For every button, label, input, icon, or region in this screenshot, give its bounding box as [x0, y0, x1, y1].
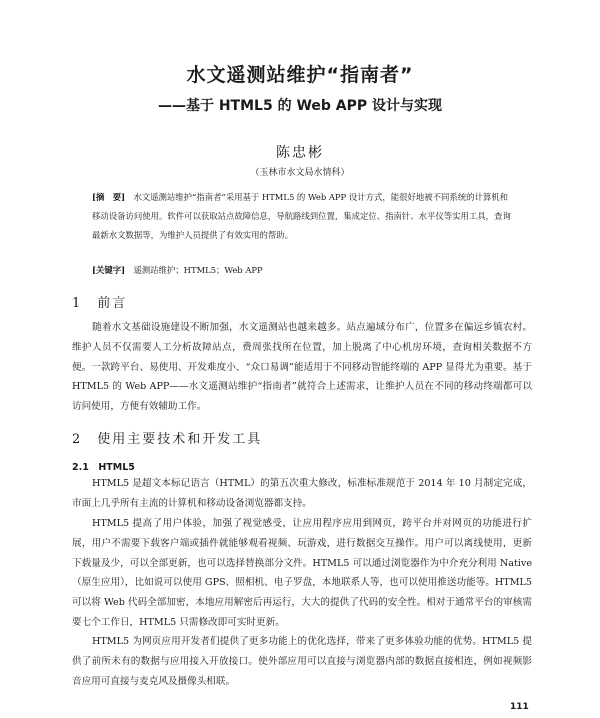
paper-subtitle: ——基于 HTML5 的 Web APP 设计与实现 — [157, 98, 443, 114]
html5-paragraph-1 — [72, 474, 532, 514]
author-name: 陈忠彬 — [276, 145, 324, 161]
section-heading-tech: 2 使用主要技术和开发工具 — [72, 432, 263, 447]
abstract-block — [92, 188, 512, 245]
keywords-label: [关键字] — [92, 265, 126, 275]
intro-text: 随着水文基础设施建设不断加强，水文遥测站也越来越多。站点遍域分布广，位置多在偏远乡镇农村。维护人员不仅需要人工分析故障站点，费周张找所在位置，加上脱离了中心机房环境，查询相关数据不方便。一款跨平台、易使用、开发难度小、“众口易调”能适用于不同移动智能终端的 APP 显得尤为重要。基于 HTML5 的 Web APP——水文遥测站维护“指南者”就符合上述需求，让维护人员在不同的移动终端都可以访问使用，方便有效辅助工作。 — [72, 322, 532, 413]
section-heading-intro: 1 前言 — [72, 296, 128, 311]
page-number: 111 — [510, 702, 529, 712]
keywords-block — [92, 264, 512, 276]
subsection-heading-html5: 2.1 HTML5 — [72, 462, 135, 473]
html5-text-1: HTML5 是超文本标记语言（HTML）的第五次重大修改，标准标准规范于 2014 年 10 月制定完成，市面上几乎所有主流的计算机和移动设备浏览器都支持。 — [72, 478, 532, 509]
abstract-paragraph — [92, 188, 512, 245]
html5-paragraph-2 — [72, 514, 532, 633]
paper-title: 水文遥测站维护“指南者” — [186, 64, 414, 86]
intro-paragraph — [72, 318, 532, 417]
keywords-text: 遥测站维护；HTML5；Web APP — [133, 265, 263, 275]
html5-text-2: HTML5 提高了用户体验，加强了视觉感受，让应用程序应用到网页，跨平台并对网页的功能进行扩展，用户不需要下载客户端或插件就能够观看视频、玩游戏，进行数据交互操作。用户可以离线使用，更新下载量及少，可以全部更新，也可以选择替换部分文件。HTML5 可以通过浏览器作为中介充分利用 Native（原生应用），比如说可以使用 GPS、照相机、电子罗盘，本地联系人等，也可以使用推送功能等。HTML5 可以将 Web 代码全部加密，本地应用解密后再运行，大大的提供了代码的安全性。相对于通常平台的审核需要七个工作日，HTML5 只需修改即可实时更新。 — [72, 518, 532, 628]
abstract-text: 水文遥测站维护“指南者”采用基于 HTML5 的 Web APP 设计方式，能很好地被不同系统的计算机和移动设备访问使用。软件可以获取站点故障信息，导航路线到位置，集成定位、指南针、水平仪等实用工具，查询最新水文数据等，为维护人员提供了有效实用的帮助。 — [92, 192, 511, 240]
html5-paragraph-3 — [72, 632, 532, 691]
author-affiliation: （玉林市水文局水情科） — [250, 168, 350, 178]
abstract-label: [摘 要] — [92, 192, 126, 202]
html5-text-3: HTML5 为网页应用开发者们提供了更多功能上的优化选择，带来了更多体验功能的优势。HTML5 提供了前所未有的数据与应用接入开放接口。使外部应用可以直接与浏览器内部的数据直接相连，例如视频影音应用可直接与麦克风及摄像头相联。 — [72, 636, 532, 687]
